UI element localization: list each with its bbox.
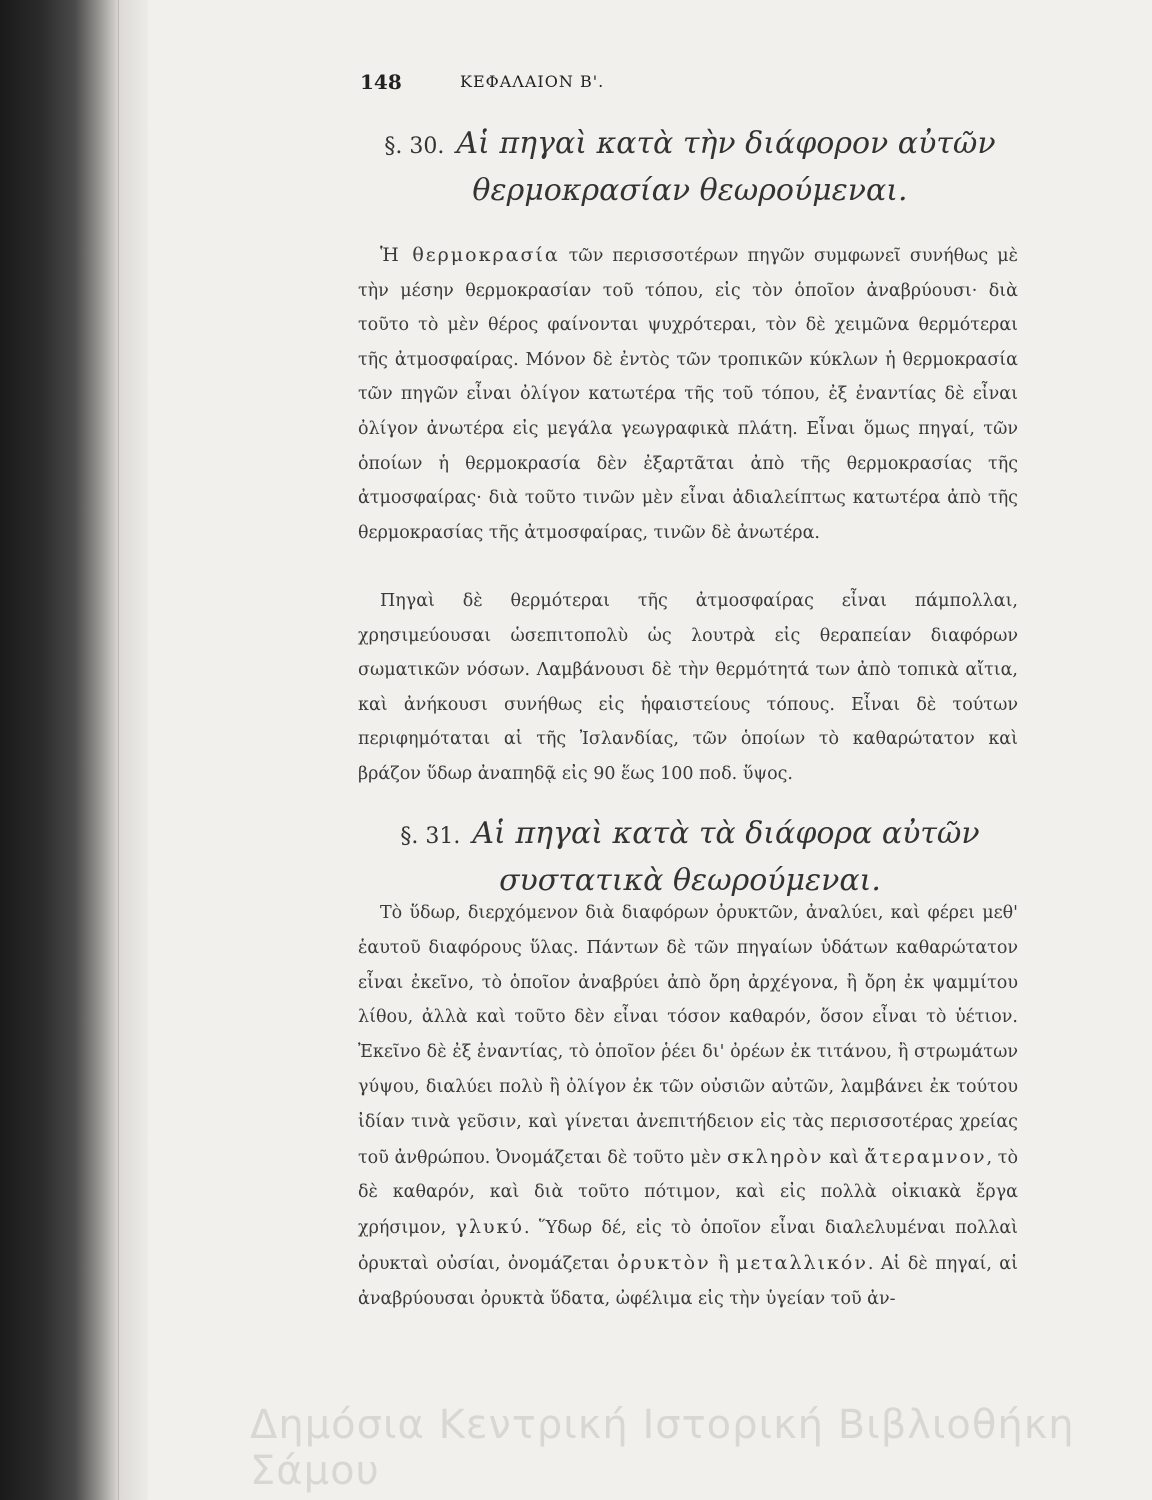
paragraph-1 (358, 238, 1018, 550)
page-edge (118, 0, 149, 1500)
section-number: §. 30. (384, 134, 445, 159)
emphasized-term: γλυκύ (455, 1216, 524, 1239)
section-title: Αἱ πηγαὶ κατὰ τὰ διάφορα αὐτῶν συστατικὰ θεωρούμεναι. (472, 816, 980, 898)
section-30-heading (350, 122, 1030, 213)
paragraph-text: . Ὕδωρ δέ, εἰς τὸ ὁποῖον εἶναι διαλελυμέναι πολλαὶ ὀρυκταὶ οὐσίαι, ὀνομάζεται (358, 1218, 1018, 1274)
emphasized-term: μεταλλικόν (735, 1251, 868, 1274)
paragraph-3 (358, 896, 1018, 1317)
section-number: §. 31. (400, 824, 461, 849)
library-watermark: Δημόσια Κεντρική Ιστορική Βιβλιοθήκη Σάμου (250, 1402, 1075, 1494)
section-title: Αἱ πηγαὶ κατὰ τὴν διάφορον αὐτῶν θερμοκρασίαν θεωρούμεναι. (456, 126, 996, 208)
paragraph-2: Πηγαὶ δὲ θερμότεραι τῆς ἀτμοσφαίρας εἶναι πάμπολλαι, χρησιμεύουσαι ὡσεπιτοπολὺ ὡς λουτρὰ εἰς θεραπείαν διαφόρων σωματικῶν νόσων. Λαμβάνουσι δὲ τὴν θερμότητά των ἀπὸ τοπικὰ αἴτια, καὶ ἀνήκουσι συνήθως εἰς ἡφαιστείους τόπους. Εἶναι δὲ τούτων περιφημόταται αἱ τῆς Ἰσλανδίας, τῶν ὁποίων τὸ καθαρώτατον καὶ βράζον ὕδωρ ἀναπηδᾷ εἰς 90 ἕως 100 ποδ. ὕψος. (358, 591, 1018, 784)
page-header (360, 70, 830, 100)
paragraph-text: καὶ (823, 1147, 865, 1168)
page-number: 148 (360, 70, 402, 94)
emphasized-term: Ἡ θερμοκρασία (380, 244, 560, 266)
emphasized-term: ἄτεραμνον (864, 1145, 987, 1168)
paragraph-text: τῶν περισσοτέρων πηγῶν συμφωνεῖ συνήθως μὲ τὴν μέσην θερμοκρασίαν τοῦ τόπου, εἰς τὸν ὁποῖον ἀναβρύουσι· διὰ τοῦτο τὸ μὲν θέρος φαίνονται ψυχρότεραι, τὸν δὲ χειμῶνα θερμότεραι τῆς ἀτμοσφαίρας. Μόνον δὲ ἐντὸς τῶν τροπικῶν κύκλων ἡ θερμοκρασία τῶν πηγῶν εἶναι ὀλίγον κατωτέρα τῆς τοῦ τόπου, ἐξ ἐναντίας δὲ εἶναι ὀλίγον ἀνωτέρα εἰς μεγάλα γεωγραφικὰ πλάτη. Εἶναι ὅμως πηγαί, τῶν ὁποίων ἡ θερμοκρασία δὲν ἐξαρτᾶται ἀπὸ τῆς θερμοκρασίας τῆς ἀτμοσφαίρας· διὰ τοῦτο τινῶν μὲν εἶναι ἀδιαλείπτως κατωτέρα ἀπὸ τῆς θερμοκρασίας τῆς ἀτμοσφαίρας, τινῶν δὲ ἀνωτέρα. (358, 246, 1018, 543)
emphasized-term: σκληρὸν (726, 1145, 824, 1168)
paragraph-text: . Αἱ δὲ πηγαί, αἱ ἀναβρύουσαι ὀρυκτὰ ὕδατα, ὠφέλιμα εἰς τὴν ὑγείαν τοῦ ἀν- (358, 1253, 1018, 1309)
paragraph-text: ἢ (710, 1253, 736, 1274)
book-spine-shadow (0, 0, 118, 1500)
paragraph-text: , τὸ δὲ καθαρόν, καὶ διὰ τοῦτο πότιμον, καὶ εἰς πολλὰ οἰκιακὰ ἔργα χρήσιμον, (358, 1147, 1019, 1239)
emphasized-term: ὀρυκτὸν (617, 1251, 711, 1274)
running-title: ΚΕΦΑΛΑΙΟΝ Β'. (460, 72, 605, 91)
paragraph-text: Τὸ ὕδωρ, διερχόμενον διὰ διαφόρων ὀρυκτῶν, ἀναλύει, καὶ φέρει μεθ' ἑαυτοῦ διαφόρους ὕλας. Πάντων δὲ τῶν πηγαίων ὑδάτων καθαρώτατον εἶναι ἐκεῖνο, τὸ ὁποῖον ἀναβρύει ἀπὸ ὄρη ἀρχέγονα, ἢ ὄρη ἐκ ψαμμίτου λίθου, ἀλλὰ καὶ τοῦτο δὲν εἶναι τόσον καθαρόν, ὅσον εἶναι τὸ ὑέτιον. Ἐκεῖνο δὲ ἐξ ἐναντίας, τὸ ὁποῖον ῥέει δι' ὀρέων ἐκ τιτάνου, ἢ στρωμάτων γύψου, διαλύει πολὺ ἢ ὀλίγον ἐκ τῶν οὐσιῶν αὐτῶν, λαμβάνει ἐκ τούτου ἰδίαν τινὰ γεῦσιν, καὶ γίνεται ἀνεπιτήδειον εἰς τὰς περισσοτέρας χρείας τοῦ ἀνθρώπου. Ὀνομάζεται δὲ τοῦτο μὲν (358, 903, 1018, 1168)
section-31-heading (350, 812, 1030, 903)
